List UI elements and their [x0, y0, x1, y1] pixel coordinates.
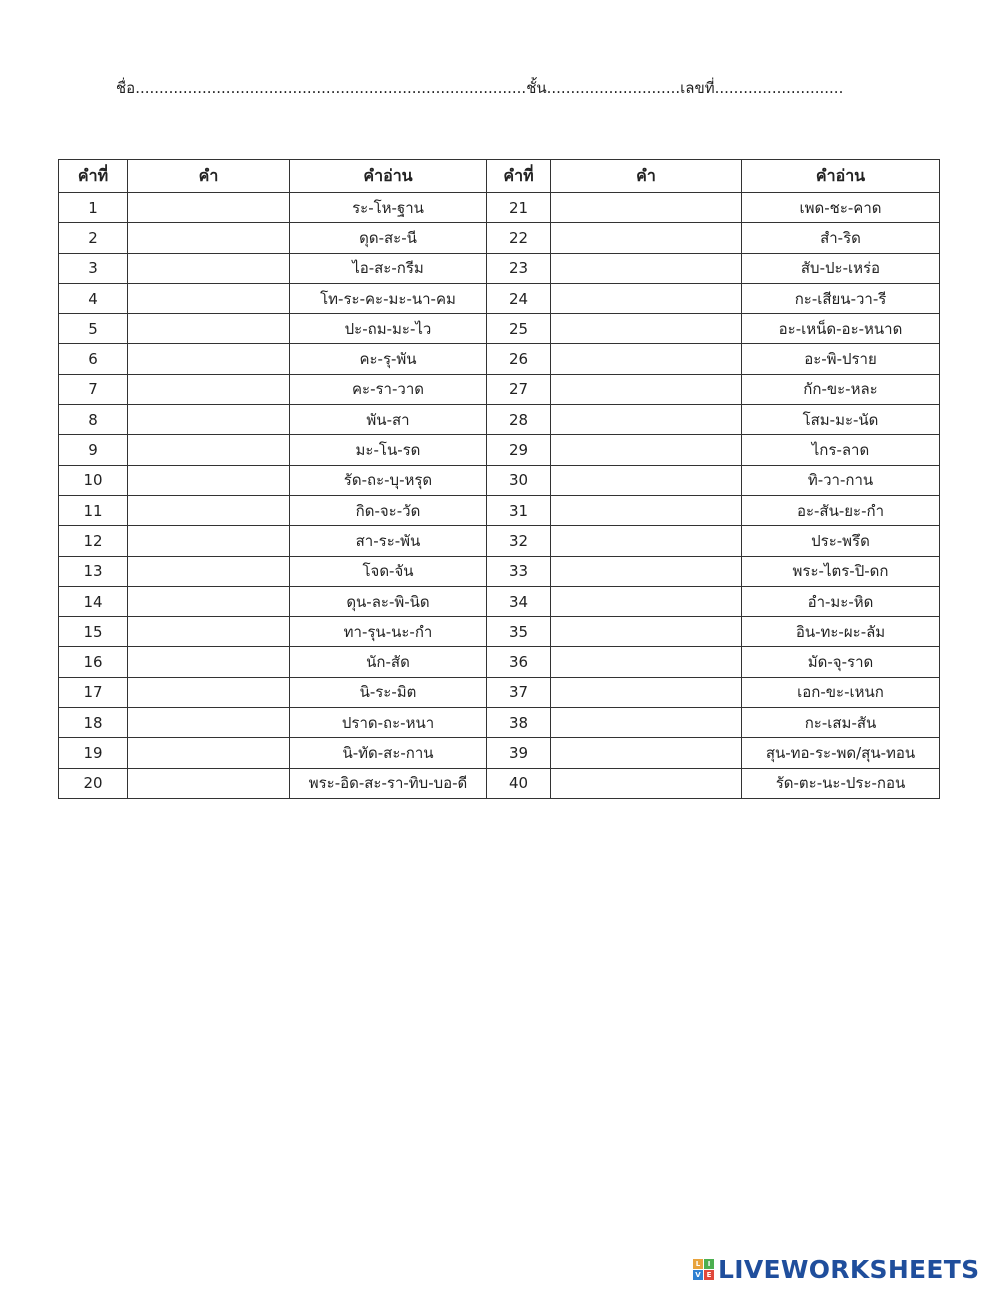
word-input-cell[interactable] [551, 526, 742, 556]
number-cell: 2 [59, 223, 128, 253]
number-cell: 33 [487, 556, 551, 586]
number-cell: 25 [487, 314, 551, 344]
word-reading-table [58, 159, 940, 799]
number-cell: 24 [487, 283, 551, 313]
reading-cell: อะ-พิ-ปราย [742, 344, 940, 374]
name-blank[interactable]: .................................................................................. [135, 79, 527, 97]
number-cell: 30 [487, 465, 551, 495]
number-cell: 26 [487, 344, 551, 374]
reading-cell: ปะ-ถม-มะ-ไว [290, 314, 487, 344]
reading-cell: กะ-เสม-สัน [742, 708, 940, 738]
word-input-cell[interactable] [128, 253, 290, 283]
class-label: ชั้น [526, 79, 547, 97]
word-input-cell[interactable] [551, 465, 742, 495]
reading-cell: ดุด-สะ-นี [290, 223, 487, 253]
word-input-cell[interactable] [551, 708, 742, 738]
number-cell: 21 [487, 193, 551, 223]
number-cell: 3 [59, 253, 128, 283]
word-input-cell[interactable] [551, 193, 742, 223]
word-input-cell[interactable] [551, 314, 742, 344]
word-input-cell[interactable] [128, 374, 290, 404]
reading-cell: นิ-ระ-มิต [290, 677, 487, 707]
reading-cell: สำ-ริด [742, 223, 940, 253]
number-cell: 8 [59, 405, 128, 435]
word-input-cell[interactable] [551, 768, 742, 798]
word-input-cell[interactable] [551, 617, 742, 647]
reading-cell: นิ-ทัด-สะ-กาน [290, 738, 487, 768]
word-input-cell[interactable] [551, 586, 742, 616]
table-header-row [59, 160, 940, 193]
number-cell: 22 [487, 223, 551, 253]
number-cell: 16 [59, 647, 128, 677]
reading-cell: รัด-ถะ-บุ-หรุด [290, 465, 487, 495]
word-input-cell[interactable] [128, 647, 290, 677]
word-input-cell[interactable] [128, 283, 290, 313]
table-row [59, 283, 940, 313]
reading-cell: รัด-ตะ-นะ-ประ-กอน [742, 768, 940, 798]
reading-cell: มัด-จุ-ราด [742, 647, 940, 677]
table-row [59, 526, 940, 556]
number-cell: 36 [487, 647, 551, 677]
table-row [59, 435, 940, 465]
number-blank[interactable]: ........................... [714, 79, 844, 97]
col-header-number: คำที่ [487, 160, 551, 193]
reading-cell: โจด-จัน [290, 556, 487, 586]
number-cell: 17 [59, 677, 128, 707]
word-input-cell[interactable] [551, 223, 742, 253]
table-row [59, 374, 940, 404]
number-cell: 7 [59, 374, 128, 404]
reading-cell: ประ-พรึด [742, 526, 940, 556]
number-cell: 4 [59, 283, 128, 313]
number-cell: 14 [59, 586, 128, 616]
word-input-cell[interactable] [128, 738, 290, 768]
reading-cell: โสม-มะ-นัด [742, 405, 940, 435]
table-row [59, 647, 940, 677]
col-header-word: คำ [551, 160, 742, 193]
word-input-cell[interactable] [128, 768, 290, 798]
number-cell: 27 [487, 374, 551, 404]
word-input-cell[interactable] [128, 526, 290, 556]
table-row [59, 344, 940, 374]
table-row [59, 405, 940, 435]
name-label: ชื่อ [116, 79, 136, 97]
word-input-cell[interactable] [128, 344, 290, 374]
reading-cell: พระ-ไตร-ปิ-ดก [742, 556, 940, 586]
reading-cell: ระ-โห-ฐาน [290, 193, 487, 223]
reading-cell: ไอ-สะ-กรีม [290, 253, 487, 283]
number-label: เลขที่ [680, 79, 715, 97]
word-input-cell[interactable] [551, 253, 742, 283]
liveworksheets-logo [693, 1254, 979, 1284]
number-cell: 13 [59, 556, 128, 586]
word-input-cell[interactable] [551, 738, 742, 768]
logo-text: LIVEWORKSHEETS [718, 1254, 980, 1284]
table-row [59, 556, 940, 586]
word-input-cell[interactable] [128, 465, 290, 495]
word-input-cell[interactable] [128, 435, 290, 465]
table-row [59, 465, 940, 495]
number-cell: 15 [59, 617, 128, 647]
word-input-cell[interactable] [128, 314, 290, 344]
word-input-cell[interactable] [128, 586, 290, 616]
reading-cell: พระ-อิด-สะ-รา-ทิบ-บอ-ดี [290, 768, 487, 798]
reading-cell: สา-ระ-พัน [290, 526, 487, 556]
word-input-cell[interactable] [128, 193, 290, 223]
class-blank[interactable]: ............................ [546, 79, 681, 97]
number-cell: 28 [487, 405, 551, 435]
reading-cell: อะ-เหน็ด-อะ-หนาด [742, 314, 940, 344]
reading-cell: ไกร-ลาด [742, 435, 940, 465]
col-header-number: คำที่ [59, 160, 128, 193]
number-cell: 23 [487, 253, 551, 283]
word-input-cell[interactable] [551, 435, 742, 465]
reading-cell: สับ-ปะ-เหร่อ [742, 253, 940, 283]
number-cell: 5 [59, 314, 128, 344]
word-input-cell[interactable] [128, 708, 290, 738]
reading-cell: โท-ระ-คะ-มะ-นา-คม [290, 283, 487, 313]
number-cell: 9 [59, 435, 128, 465]
number-cell: 12 [59, 526, 128, 556]
reading-cell: พัน-สา [290, 405, 487, 435]
number-cell: 29 [487, 435, 551, 465]
number-cell: 1 [59, 193, 128, 223]
col-header-reading: คำอ่าน [290, 160, 487, 193]
table-row [59, 586, 940, 616]
reading-cell: สุน-ทอ-ระ-พด/สุน-ทอน [742, 738, 940, 768]
reading-cell: นัก-สัด [290, 647, 487, 677]
reading-cell: อิน-ทะ-ผะ-ลัม [742, 617, 940, 647]
student-info-line [116, 76, 843, 100]
reading-cell: ดุน-ละ-พิ-นิด [290, 586, 487, 616]
number-cell: 35 [487, 617, 551, 647]
number-cell: 6 [59, 344, 128, 374]
number-cell: 40 [487, 768, 551, 798]
table-row [59, 314, 940, 344]
logo-mark-letter: L [693, 1259, 703, 1269]
table-row [59, 768, 940, 798]
number-cell: 20 [59, 768, 128, 798]
table-row [59, 677, 940, 707]
logo-mark-icon [693, 1259, 714, 1280]
word-input-cell[interactable] [128, 617, 290, 647]
reading-cell: มะ-โน-รด [290, 435, 487, 465]
col-header-reading: คำอ่าน [742, 160, 940, 193]
word-input-cell[interactable] [128, 405, 290, 435]
word-input-cell[interactable] [551, 556, 742, 586]
table-row [59, 617, 940, 647]
logo-mark-letter: E [704, 1270, 714, 1280]
number-cell: 11 [59, 495, 128, 525]
table-row [59, 495, 940, 525]
table-row [59, 738, 940, 768]
word-input-cell[interactable] [128, 495, 290, 525]
reading-cell: อำ-มะ-หิด [742, 586, 940, 616]
reading-cell: ปราด-ถะ-หนา [290, 708, 487, 738]
logo-mark-letter: I [704, 1259, 714, 1269]
col-header-word: คำ [128, 160, 290, 193]
reading-cell: เอก-ขะ-เหนก [742, 677, 940, 707]
word-input-cell[interactable] [551, 677, 742, 707]
number-cell: 38 [487, 708, 551, 738]
reading-cell: ทา-รุน-นะ-กำ [290, 617, 487, 647]
word-input-cell[interactable] [551, 405, 742, 435]
table-row [59, 193, 940, 223]
table-row [59, 223, 940, 253]
number-cell: 34 [487, 586, 551, 616]
logo-mark-letter: V [693, 1270, 703, 1280]
number-cell: 37 [487, 677, 551, 707]
reading-cell: เพด-ชะ-คาด [742, 193, 940, 223]
number-cell: 39 [487, 738, 551, 768]
word-input-cell[interactable] [128, 677, 290, 707]
word-input-cell[interactable] [551, 647, 742, 677]
reading-cell: กะ-เสียน-วา-รี [742, 283, 940, 313]
word-input-cell[interactable] [128, 556, 290, 586]
reading-cell: คะ-รา-วาด [290, 374, 487, 404]
reading-cell: คะ-รุ-พัน [290, 344, 487, 374]
number-cell: 19 [59, 738, 128, 768]
word-input-cell[interactable] [551, 495, 742, 525]
number-cell: 10 [59, 465, 128, 495]
table-row [59, 708, 940, 738]
number-cell: 31 [487, 495, 551, 525]
number-cell: 32 [487, 526, 551, 556]
number-cell: 18 [59, 708, 128, 738]
reading-cell: อะ-สัน-ยะ-กำ [742, 495, 940, 525]
word-input-cell[interactable] [551, 374, 742, 404]
word-input-cell[interactable] [128, 223, 290, 253]
reading-cell: กิด-จะ-วัด [290, 495, 487, 525]
reading-cell: ทิ-วา-กาน [742, 465, 940, 495]
table-row [59, 253, 940, 283]
word-input-cell[interactable] [551, 283, 742, 313]
reading-cell: กัก-ขะ-หละ [742, 374, 940, 404]
word-input-cell[interactable] [551, 344, 742, 374]
